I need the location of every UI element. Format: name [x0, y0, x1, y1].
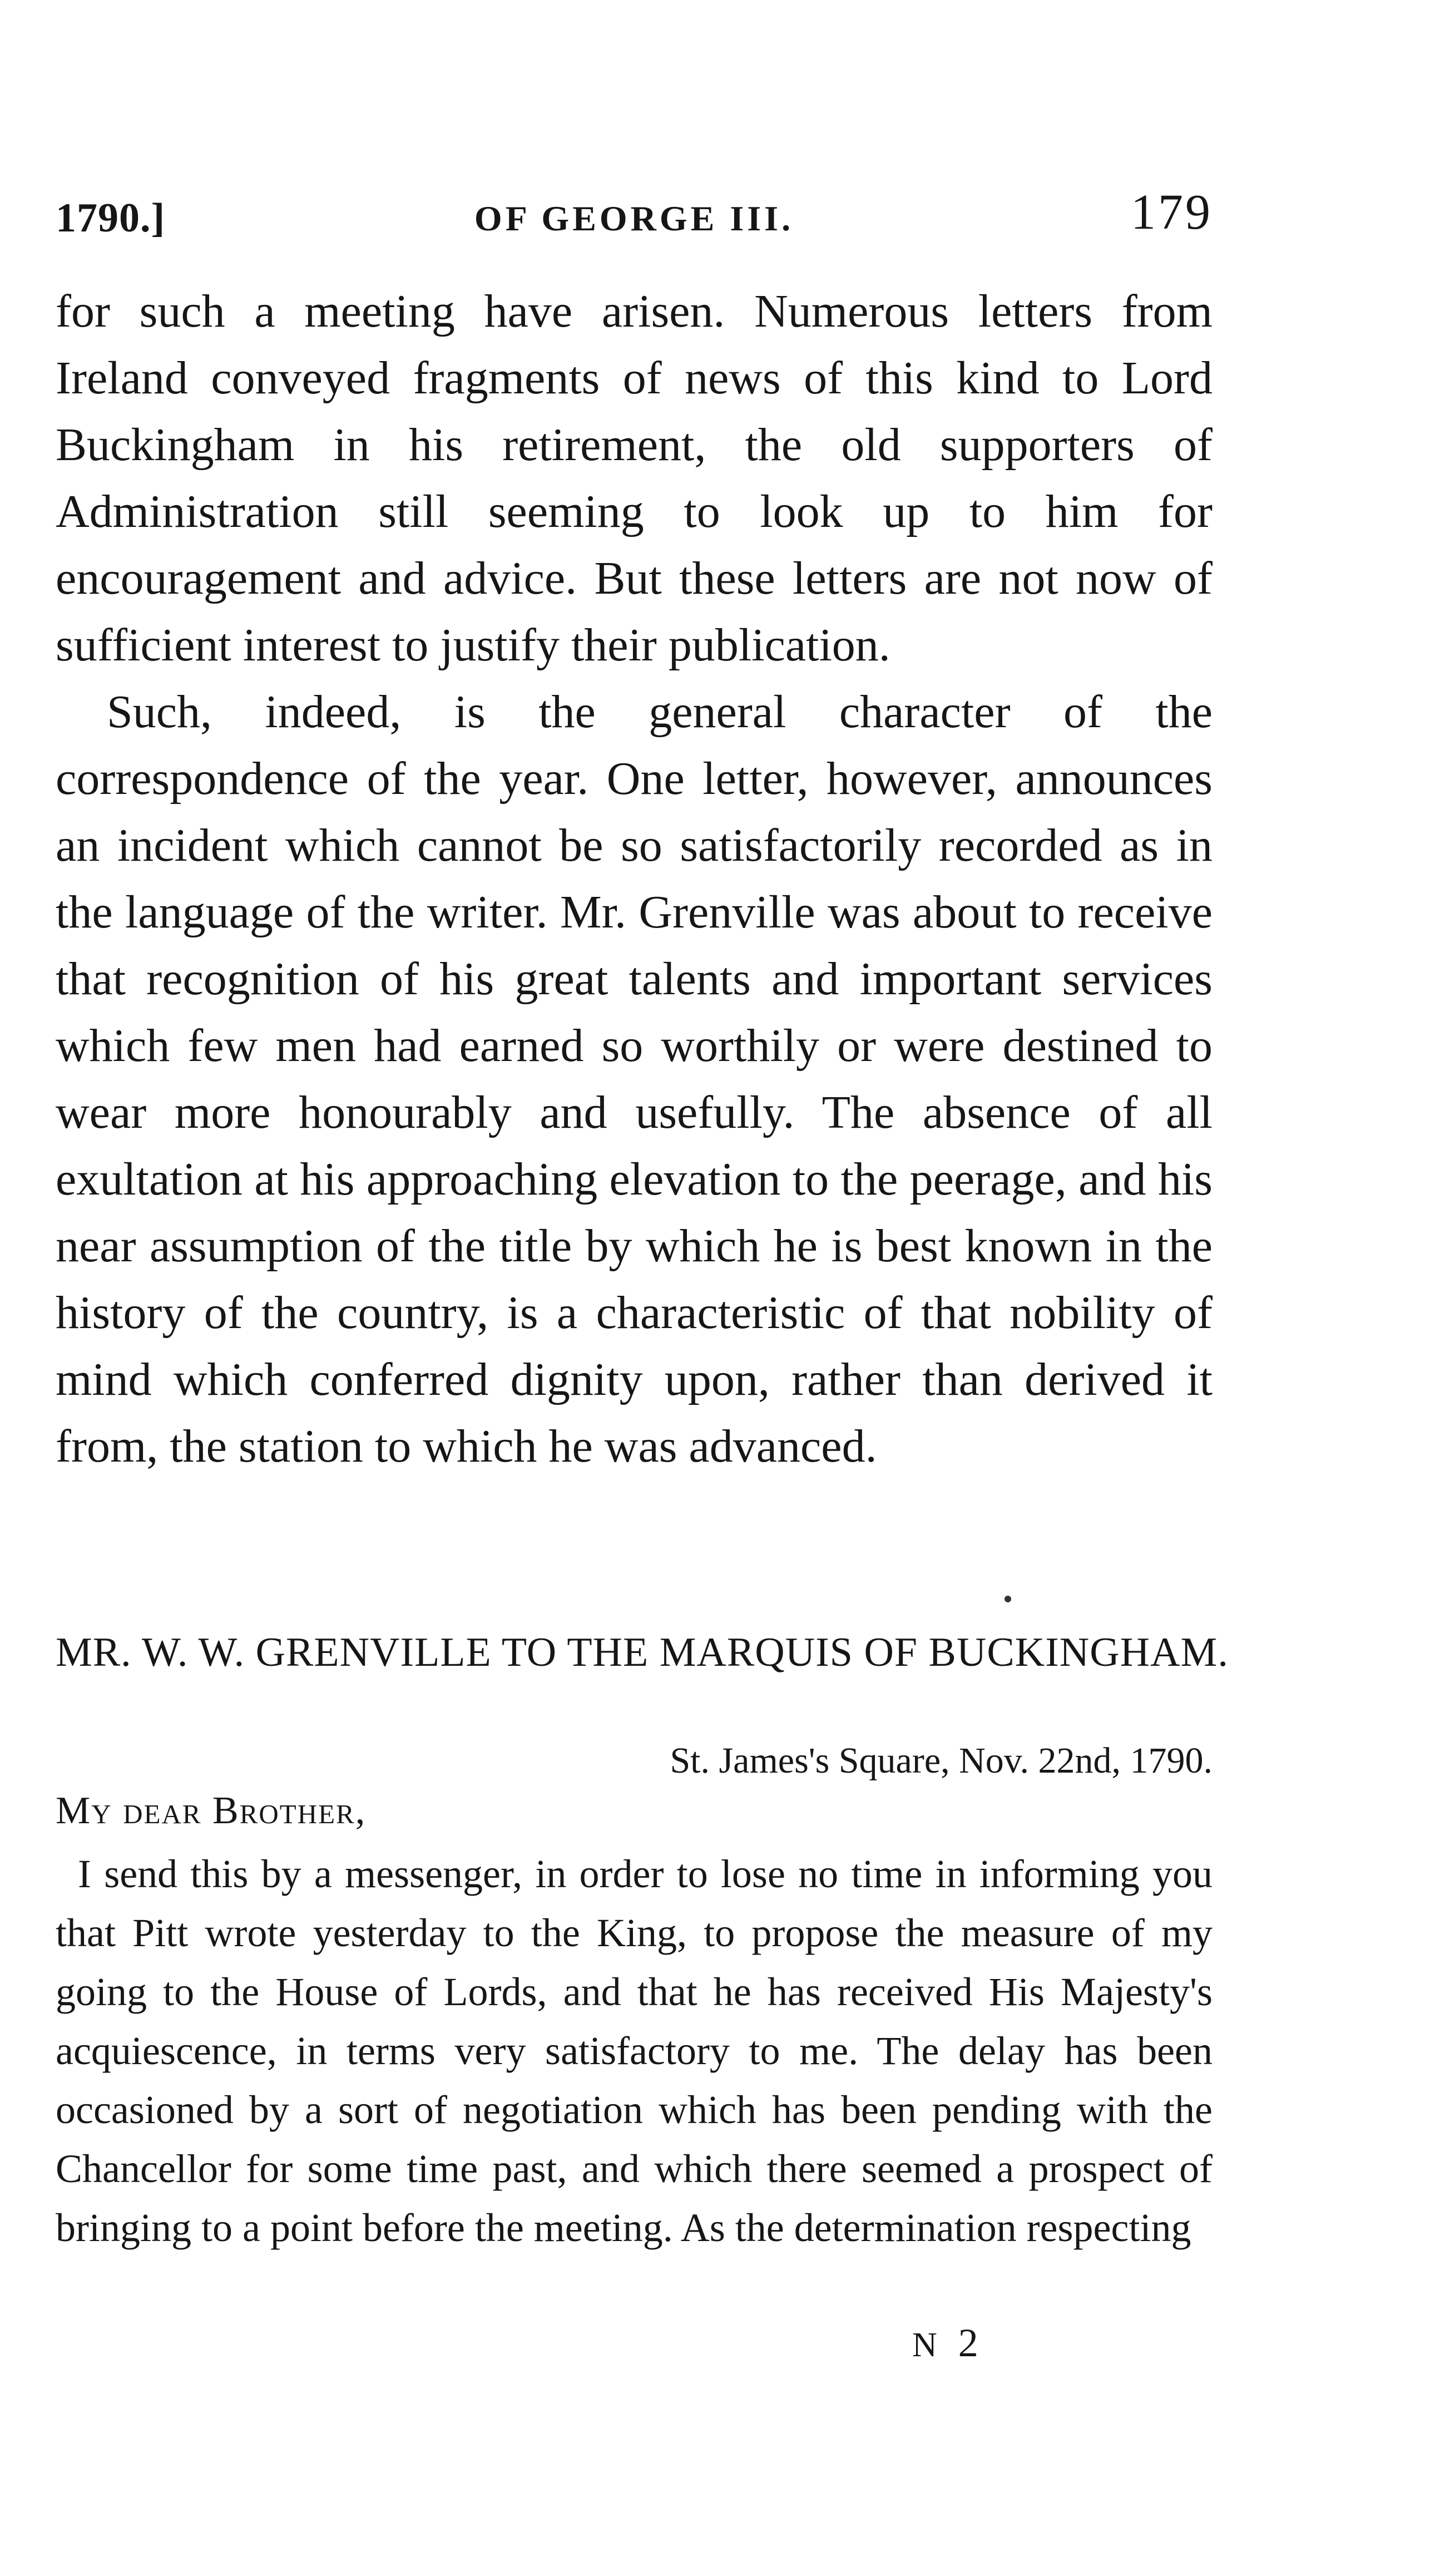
- paragraph-correspondence: Such, indeed, is the general character of the correspondence of the year. One letter, however, announces an incident which cannot be so satisfactorily recorded as in the language of the writer. Mr. Grenville was about to receive that recognition of his great talents and important services which few men had earned so worthily or were destined to wear more honourably and usefully. The absence of all exultation at his approaching elevation to the peerage, and his near assumption of the title by which he is best known in the history of the country, is a characteristic of that nobility of mind which conferred dignity upon, rather than derived it from, the station to which he was advanced.: [56, 686, 1213, 1472]
- signature-number: 2: [958, 2321, 984, 2365]
- running-head-title: OF GEORGE III.: [474, 199, 794, 238]
- letter-heading: MR. W. W. GRENVILLE TO THE MARQUIS OF BUCKINGHAM.: [56, 1630, 1229, 1675]
- signature-mark: [912, 2320, 984, 2366]
- running-head-year: 1790.]: [56, 195, 166, 241]
- letter-dateline: St. James's Square, Nov. 22nd, 1790.: [670, 1740, 1213, 1781]
- letter-paragraph: I send this by a messenger, in order to lose no time in informing you that Pitt wrote yesterday to the King, to propose the measure of my going to the House of Lords, and that he has received His Majesty's acquiescence, in terms very satisfactory to me. The delay has been occasioned by a sort of negotiation which has been pending with the Chancellor for some time past, and which there seemed a prospect of bringing to a point before the meeting. As the determination respecting: [56, 1852, 1213, 2250]
- stray-ink-mark: [1004, 1596, 1011, 1602]
- page-number: 179: [1131, 185, 1213, 240]
- body-text: [56, 278, 1213, 1480]
- letter-body: [56, 1844, 1213, 2257]
- signature-letter: N: [912, 2326, 943, 2364]
- paragraph-continuation: for such a meeting have arisen. Numerous letters from Ireland conveyed fragments of news of this kind to Lord Buckingham in his retirement, the old supporters of Administration still seeming to look up to him for encouragement and advice. But these letters are not now of sufficient interest to justify their publication.: [56, 285, 1213, 671]
- running-head: [56, 184, 1213, 256]
- letter-salutation: My dear Brother,: [56, 1789, 367, 1832]
